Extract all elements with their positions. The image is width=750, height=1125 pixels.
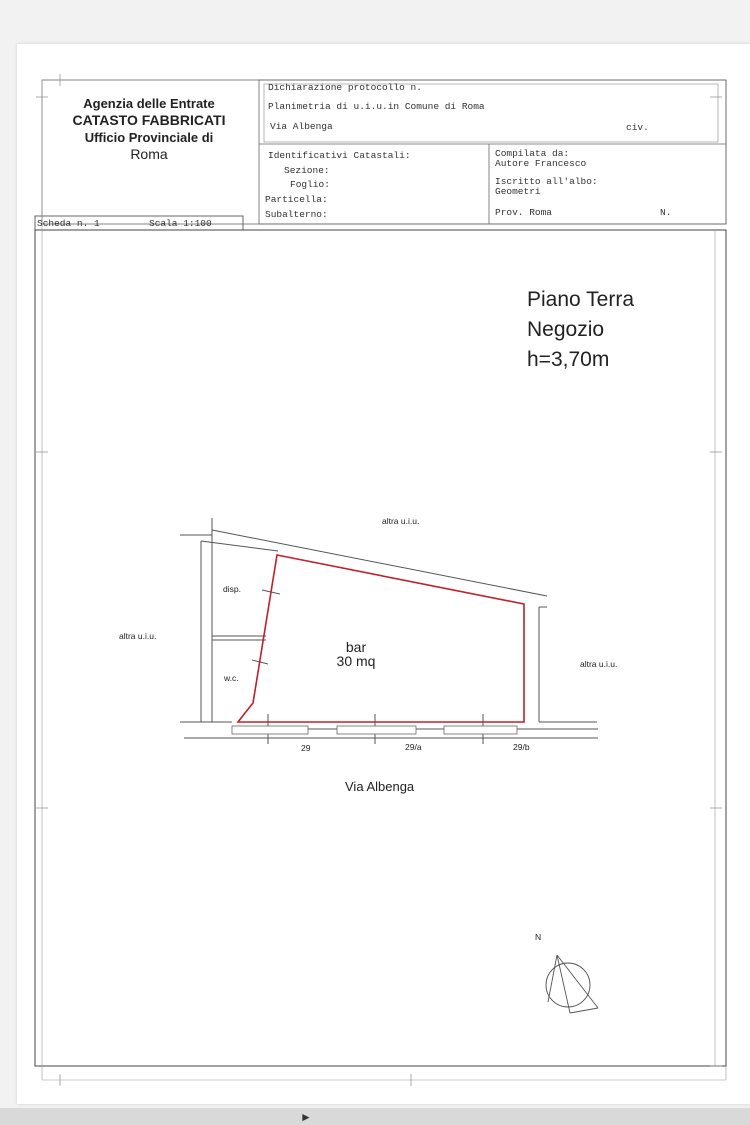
office-city: Roma xyxy=(130,146,168,162)
civic-number-29b: 29/b xyxy=(513,742,530,752)
room-wc-label: w.c. xyxy=(224,673,239,683)
room-disp-label: disp. xyxy=(223,584,241,594)
room-name: bar xyxy=(345,639,367,655)
cursor-icon: ► xyxy=(300,1110,312,1124)
height-label: h=3,70m xyxy=(527,348,610,371)
civic-label: civ. xyxy=(626,122,649,133)
neighbor-left-label: altra u.i.u. xyxy=(119,631,157,641)
subalterno-label: Subalterno: xyxy=(265,209,328,220)
civic-number-29a: 29/a xyxy=(405,742,422,752)
number-label: N. xyxy=(660,207,672,218)
agency-name: Agenzia delle Entrate xyxy=(83,96,215,111)
use-label: Negozio xyxy=(527,318,605,341)
declaration-protocol: Dichiarazione protocollo n. xyxy=(268,82,422,93)
header-street: Via Albenga xyxy=(270,121,333,132)
registry-type: Geometri xyxy=(495,186,541,197)
facade-openings xyxy=(232,726,517,734)
neighbor-top-label: altra u.i.u. xyxy=(382,516,420,526)
room-area: 30 mq xyxy=(336,653,376,669)
office-label: Ufficio Provinciale di xyxy=(84,129,214,145)
neighbor-right-label: altra u.i.u. xyxy=(580,659,618,669)
scheda-label: Scheda n. 1 xyxy=(37,218,100,229)
plan-title-block xyxy=(527,285,634,375)
north-arrow-icon xyxy=(546,955,598,1013)
civic-number-29: 29 xyxy=(301,743,311,753)
viewer-bottom-bar xyxy=(0,1108,750,1125)
scale-label: Scala 1:100 xyxy=(149,218,212,229)
province-label: Prov. Roma xyxy=(495,207,553,218)
floor-label: Piano Terra xyxy=(527,288,635,311)
agency-block xyxy=(44,96,254,164)
room-bar-block xyxy=(333,640,379,668)
north-label: N xyxy=(535,932,542,942)
catasto-title: CATASTO FABBRICATI xyxy=(72,112,226,129)
street-label: Via Albenga xyxy=(345,779,415,794)
plan-walls xyxy=(180,518,598,744)
identifiers-title: Identificativi Catastali: xyxy=(268,150,411,161)
sezione-label: Sezione: xyxy=(284,165,330,176)
registered-label: Iscritto all'albo: xyxy=(495,176,598,187)
unit-outline xyxy=(238,555,524,722)
foglio-label: Foglio: xyxy=(290,179,330,190)
compiled-by-label: Compilata da: xyxy=(495,148,570,159)
particella-label: Particella: xyxy=(265,194,328,205)
author-name: Autore Francesco xyxy=(495,158,587,169)
plan-municipality: Planimetria di u.i.u.in Comune di Roma xyxy=(268,101,485,112)
